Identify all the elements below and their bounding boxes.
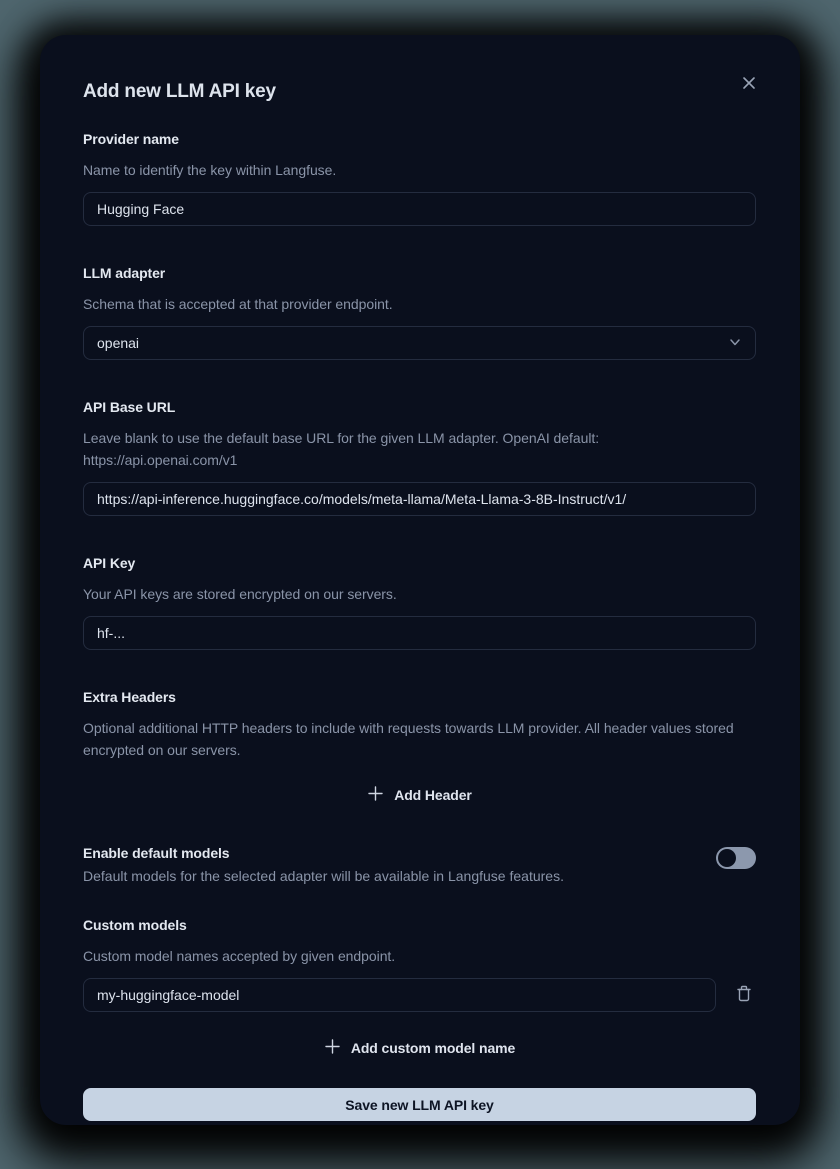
add-custom-model-button-label: Add custom model name [350, 1040, 516, 1056]
enable-default-models-description: Default models for the selected adapter will be available in Langfuse features. [83, 868, 564, 884]
provider-name-label: Provider name [83, 131, 179, 147]
provider-name-description: Name to identify the key within Langfuse. [83, 162, 337, 178]
enable-default-models-toggle[interactable] [716, 847, 756, 869]
api-base-url-description: Leave blank to use the default base URL for the given LLM adapter. OpenAI default: https://api.openai.com/v1 [83, 430, 600, 468]
add-header-button-label: Add Header [394, 787, 472, 803]
delete-custom-model-button[interactable] [732, 983, 756, 1007]
modal-header [83, 81, 756, 103]
enable-default-models-label: Enable default models [83, 845, 230, 861]
llm-adapter-description: Schema that is accepted at that provider endpoint. [83, 296, 393, 312]
api-key-description: Your API keys are stored encrypted on our servers. [83, 586, 397, 602]
custom-models-label: Custom models [83, 917, 187, 933]
custom-model-row [83, 978, 756, 1012]
provider-name-section [83, 131, 756, 226]
custom-models-description: Custom model names accepted by given endpoint. [83, 948, 396, 964]
plus-icon [324, 1038, 341, 1058]
extra-headers-section [83, 689, 756, 809]
close-button[interactable] [736, 71, 762, 97]
add-header-button[interactable] [83, 781, 756, 809]
add-custom-model-button[interactable] [83, 1034, 756, 1062]
custom-models-section [83, 917, 756, 1062]
api-base-url-section [83, 399, 756, 516]
close-icon [741, 75, 757, 94]
chevron-down-icon [728, 335, 742, 352]
save-button[interactable]: Save new LLM API key [83, 1088, 756, 1121]
extra-headers-label: Extra Headers [83, 689, 176, 705]
modal-title: Add new LLM API key [83, 81, 276, 102]
enable-default-models-section [83, 845, 756, 887]
api-base-url-input[interactable] [83, 482, 756, 516]
enable-default-models-texts [83, 845, 716, 887]
extra-headers-description: Optional additional HTTP headers to include with requests towards LLM provider. All header values stored encrypted on our servers. [83, 720, 734, 758]
plus-icon [367, 785, 384, 805]
llm-adapter-section [83, 265, 756, 360]
add-llm-api-key-modal [40, 35, 800, 1125]
llm-adapter-label: LLM adapter [83, 265, 166, 281]
api-base-url-label: API Base URL [83, 399, 176, 415]
llm-adapter-selected-value: openai [97, 335, 140, 351]
toggle-knob [718, 849, 736, 867]
provider-name-input[interactable] [83, 192, 756, 226]
api-key-label: API Key [83, 555, 136, 571]
custom-model-input[interactable] [83, 978, 716, 1012]
api-key-input[interactable] [83, 616, 756, 650]
trash-icon [735, 984, 753, 1006]
api-key-section [83, 555, 756, 650]
llm-adapter-select[interactable] [83, 326, 756, 360]
